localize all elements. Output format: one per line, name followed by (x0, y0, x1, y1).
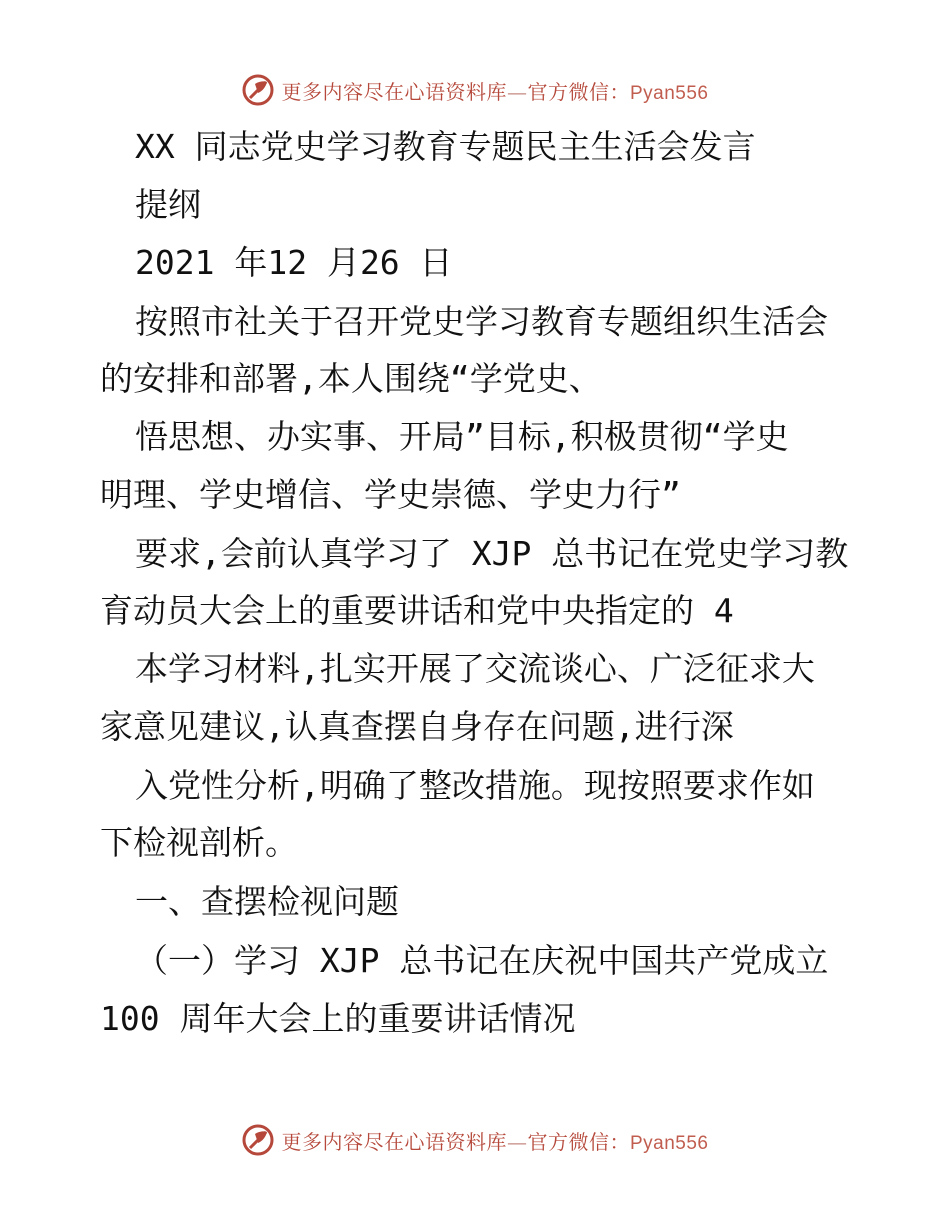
doc-title-line-1: XX 同志党史学习教育专题民主生活会发言 (135, 127, 756, 166)
watermark-wechat: Pyan556 (629, 1132, 709, 1154)
quill-logo-icon (241, 1123, 275, 1157)
paragraph-line: 按照市社关于召开党史学习教育专题组织生活会 (135, 302, 828, 341)
watermark-header (0, 70, 950, 110)
paragraph-line: 育动员大会上的重要讲话和党中央指定的 4 (100, 591, 734, 630)
paragraph-line: 本学习材料,扎实开展了交流谈心、广泛征求大 (135, 649, 815, 688)
paragraph-line: 入党性分析,明确了整改措施。现按照要求作如 (135, 766, 815, 805)
section-heading: 一、查摆检视问题 (135, 882, 399, 921)
watermark-text: 更多内容尽在心语资料库 (281, 1129, 507, 1154)
paragraph-line: 家意见建议,认真查摆自身存在问题,进行深 (100, 707, 734, 746)
watermark-dash: — (506, 1129, 528, 1154)
watermark-dash: — (506, 79, 528, 104)
paragraph-line: 悟思想、办实事、开局”目标,积极贯彻“学史 (135, 417, 789, 456)
watermark-official: 官方微信： (527, 79, 630, 104)
paragraph-line: 下检视剖析。 (100, 823, 298, 862)
doc-date: 2021 年12 月26 日 (135, 243, 453, 282)
paragraph-line: 明理、学史增信、学史崇德、学史力行” (100, 475, 681, 514)
watermark-footer (0, 1120, 950, 1160)
watermark-official: 官方微信： (527, 1129, 630, 1154)
paragraph-line: 要求,会前认真学习了 XJP 总书记在党史学习教 (135, 534, 849, 573)
doc-title-line-2: 提纲 (135, 185, 201, 224)
watermark-text: 更多内容尽在心语资料库 (281, 79, 507, 104)
subsection-heading-line-2: 100 周年大会上的重要讲话情况 (100, 999, 576, 1038)
watermark-wechat: Pyan556 (629, 82, 709, 104)
quill-logo-icon (241, 73, 275, 107)
paragraph-line: 的安排和部署,本人围绕“学党史、 (100, 359, 602, 398)
subsection-heading-line-1: （一）学习 XJP 总书记在庆祝中国共产党成立 (135, 941, 829, 980)
